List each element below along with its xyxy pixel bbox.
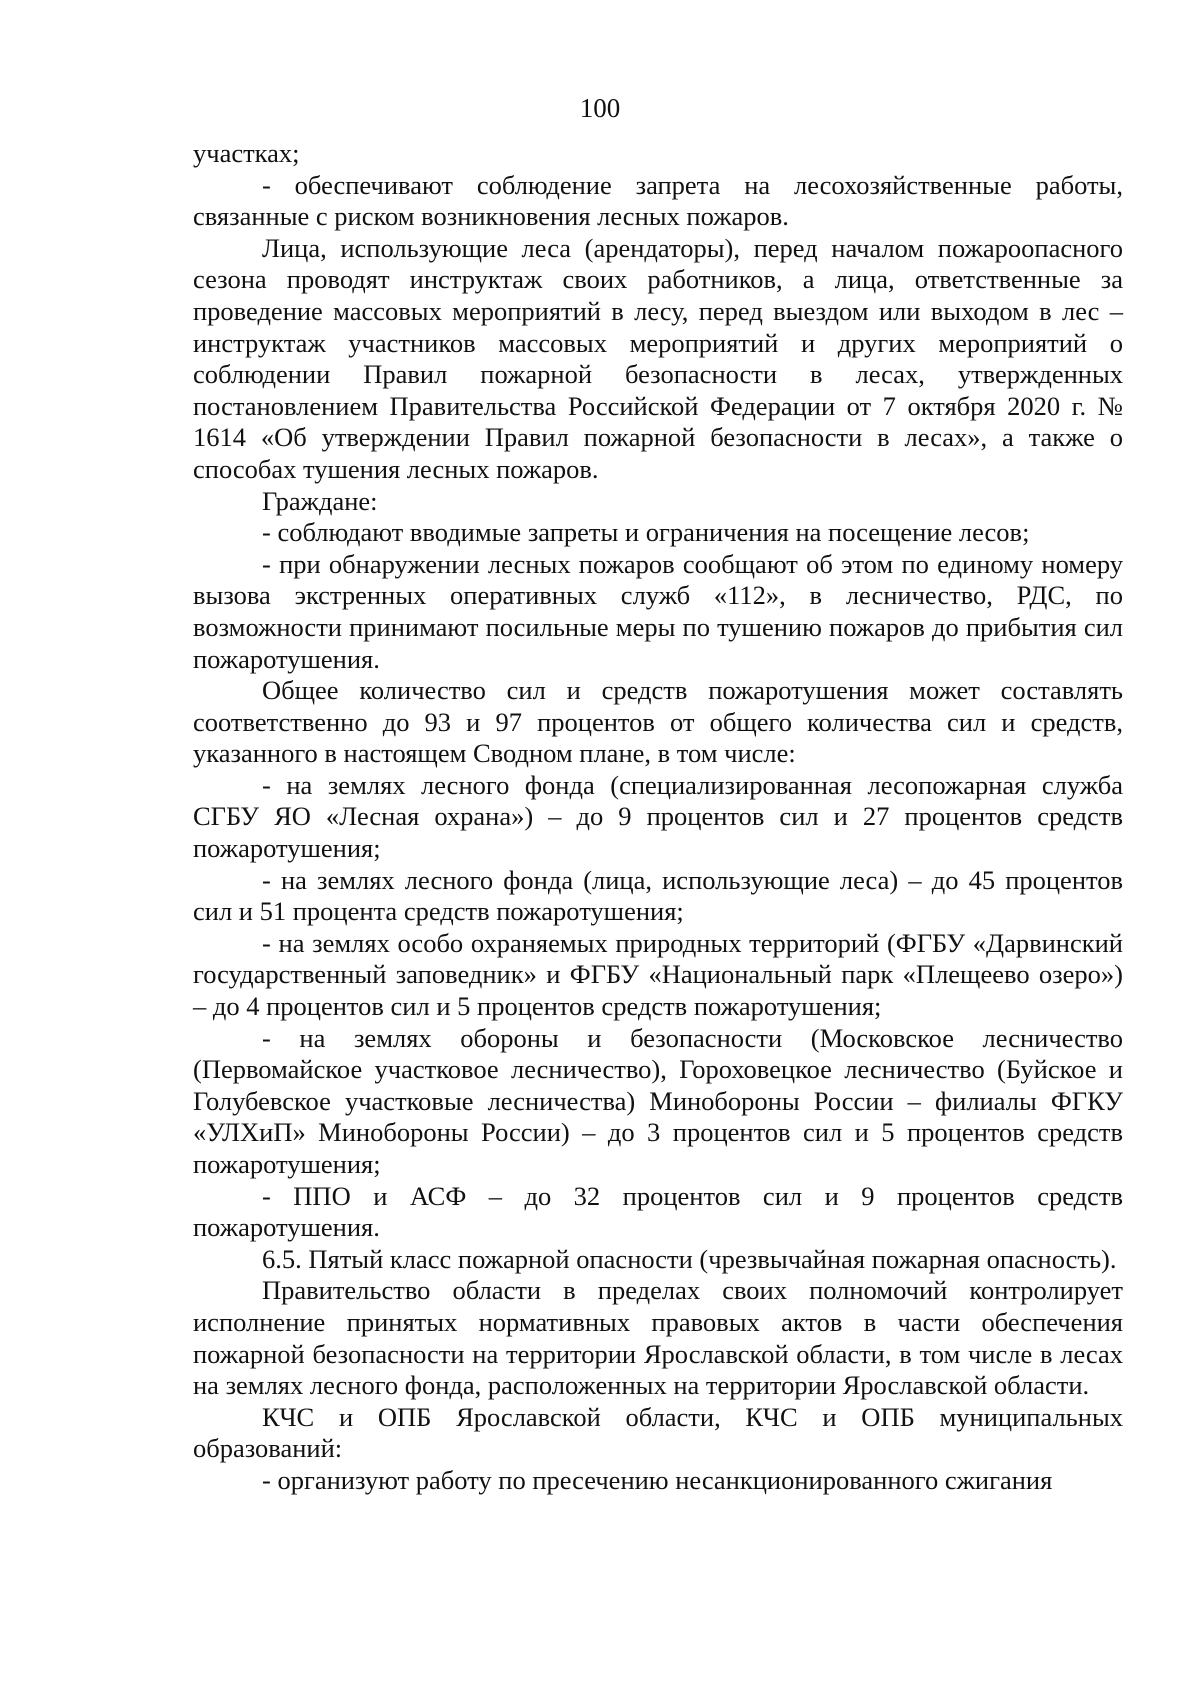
paragraph: - на землях особо охраняемых природных территорий (ФГБУ «Дарвинский государственный заповедник» и ФГБУ «Национальный парк «Плещеево озеро») – до 4 процентов сил и 5 процентов средств пожаротушения; [193, 927, 1123, 1022]
paragraph: Лица, использующие леса (арендаторы), перед началом пожароопасного сезона проводят инструктаж своих работников, а лица, ответственные за проведение массовых мероприятий в лесу, перед выездом или выходом в лес – инструктаж участников массовых мероприятий и других мероприятий о соблюдении Правил пожарной безопасности в лесах, утвержденных постановлением Правительства Российской Федерации от 7 октября 2020 г. № 1614 «Об утверждении Правил пожарной безопасности в лесах», а также о способах тушения лесных пожаров. [193, 232, 1123, 484]
paragraph: - на землях лесного фонда (специализированная лесопожарная служба СГБУ ЯО «Лесная охрана») – до 9 процентов сил и 27 процентов средств пожаротушения; [193, 769, 1123, 864]
document-body [193, 138, 1123, 1497]
paragraph: КЧС и ОПБ Ярославской области, КЧС и ОПБ муниципальных образований: [193, 1401, 1123, 1464]
paragraph: Граждане: [262, 485, 378, 516]
paragraph: - на землях лесного фонда (лица, использующие леса) – до 45 процентов сил и 51 процента средств пожаротушения; [193, 864, 1123, 927]
page-number: 100 [579, 93, 621, 123]
paragraph: - организуют работу по пресечению несанкционированного сжигания [262, 1464, 1053, 1495]
section-heading: 6.5. Пятый класс пожарной опасности (чрезвычайная пожарная опасность). [262, 1243, 1117, 1274]
paragraph: Общее количество сил и средств пожаротушения может составлять соответственно до 93 и 97 процентов от общего количества сил и средств, указанного в настоящем Сводном плане, в том числе: [193, 675, 1123, 769]
paragraph: - обеспечивают соблюдение запрета на лесохозяйственные работы, связанные с риском возникновения лесных пожаров. [193, 169, 1123, 232]
paragraph: участках; [193, 138, 300, 168]
paragraph: - ППО и АСФ – до 32 процентов сил и 9 процентов средств пожаротушения. [193, 1180, 1123, 1243]
paragraph: - при обнаружении лесных пожаров сообщают об этом по единому номеру вызова экстренных оперативных служб «112», в лесничество, РДС, по возможности принимают посильные меры по тушению пожаров до прибытия сил пожаротушения. [193, 548, 1123, 674]
paragraph: Правительство области в пределах своих полномочий контролирует исполнение принятых нормативных правовых актов в части обеспечения пожарной безопасности на территории Ярославской области, в том числе в лесах на землях лесного фонда, расположенных на территории Ярославской области. [193, 1275, 1123, 1401]
paragraph: - на землях обороны и безопасности (Московское лесничество (Первомайское участковое лесничество), Гороховецкое лесничество (Буйское и Голубевское участковые лесничества) Минобороны России – филиалы ФГКУ «УЛХиП» Минобороны России) – до 3 процентов сил и 5 процентов средств пожаротушения; [193, 1022, 1123, 1179]
paragraph: - соблюдают вводимые запреты и ограничения на посещение лесов; [262, 517, 1030, 548]
